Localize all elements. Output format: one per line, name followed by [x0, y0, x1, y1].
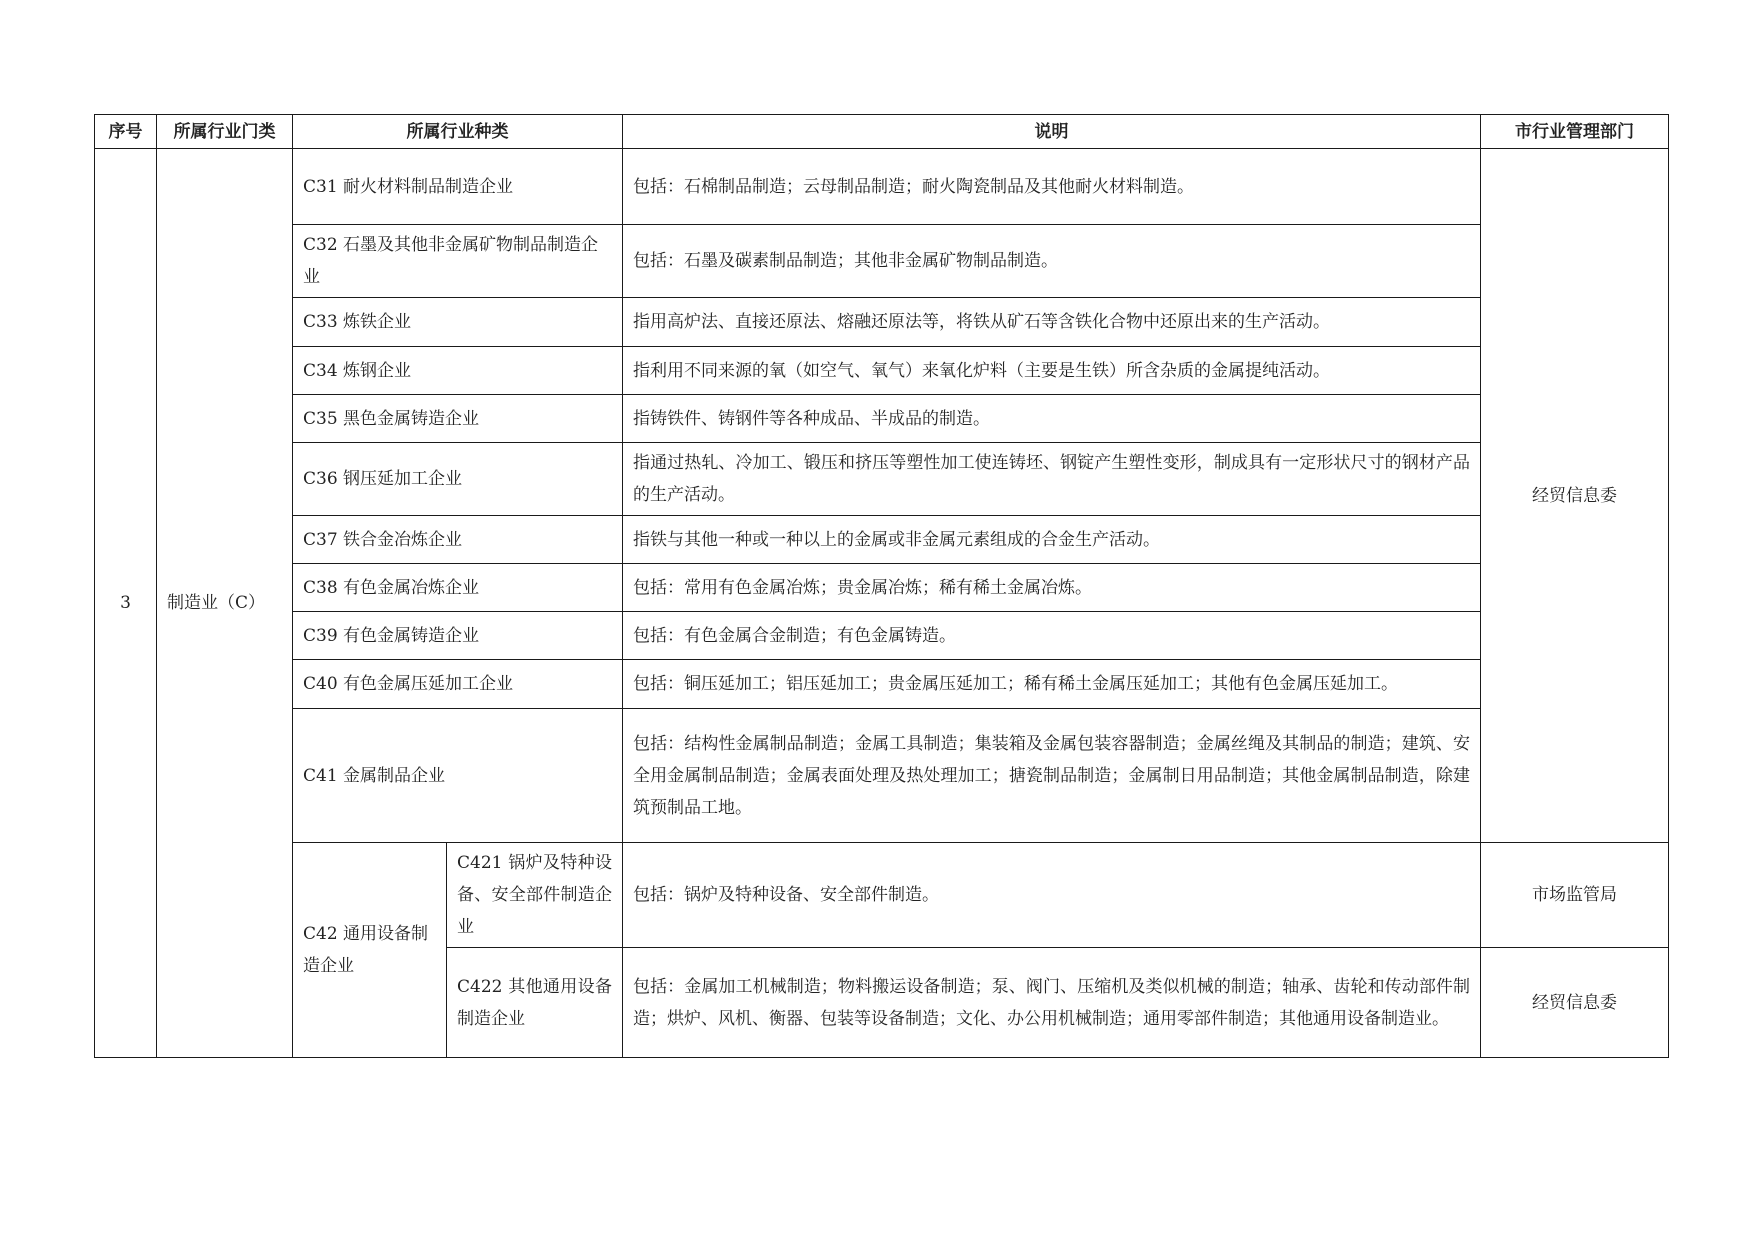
row-desc: 指通过热轧、冷加工、锻压和挤压等塑性加工使连铸坯、钢锭产生塑性变形，制成具有一定形状尺寸的钢材产品的生产活动。: [623, 443, 1481, 516]
sub-desc: 包括：锅炉及特种设备、安全部件制造。: [623, 843, 1481, 948]
industry-table: [94, 114, 1669, 1058]
row-desc: 指铸铁件、铸钢件等各种成品、半成品的制造。: [623, 395, 1481, 443]
row-kind: C31 耐火材料制品制造企业: [293, 149, 623, 225]
table-row: [95, 149, 1669, 225]
sub-kind: C421 锅炉及特种设备、安全部件制造企业: [447, 843, 623, 948]
row-desc: 包括：结构性金属制品制造；金属工具制造；集装箱及金属包装容器制造；金属丝绳及其制品的制造；建筑、安全用金属制品制造；金属表面处理及热处理加工；搪瓷制品制造；金属制日用品制造；其他金属制品制造，除建筑预制品工地。: [623, 709, 1481, 843]
table-row: [95, 709, 1669, 843]
row-kind: C33 炼铁企业: [293, 298, 623, 347]
row-kind: C36 钢压延加工企业: [293, 443, 623, 516]
sub-kind: C422 其他通用设备制造企业: [447, 948, 623, 1058]
row-desc: 指铁与其他一种或一种以上的金属或非金属元素组成的合金生产活动。: [623, 516, 1481, 564]
sub-desc: 包括：金属加工机械制造；物料搬运设备制造；泵、阀门、压缩机及类似机械的制造；轴承、齿轮和传动部件制造；烘炉、风机、衡器、包装等设备制造；文化、办公用机械制造；通用零部件制造；其他通用设备制造业。: [623, 948, 1481, 1058]
dept-main: 经贸信息委: [1481, 149, 1669, 843]
row-kind: C34 炼钢企业: [293, 347, 623, 395]
sub-dept: 经贸信息委: [1481, 948, 1669, 1058]
row-desc: 指利用不同来源的氧（如空气、氧气）来氧化炉料（主要是生铁）所含杂质的金属提纯活动。: [623, 347, 1481, 395]
header-seq: 序号: [95, 115, 157, 149]
group-category: 制造业（C）: [157, 149, 293, 1058]
table-row: [95, 298, 1669, 347]
row-kind: C41 金属制品企业: [293, 709, 623, 843]
header-kind: 所属行业种类: [293, 115, 623, 149]
group-seq: 3: [95, 149, 157, 1058]
table-row: [95, 843, 1669, 948]
table-row: [95, 564, 1669, 612]
row-desc: 包括：石墨及碳素制品制造；其他非金属矿物制品制造。: [623, 225, 1481, 298]
header-desc: 说明: [623, 115, 1481, 149]
table-row: [95, 443, 1669, 516]
table-row: [95, 395, 1669, 443]
header-category: 所属行业门类: [157, 115, 293, 149]
row-desc: 包括：铜压延加工；铝压延加工；贵金属压延加工；稀有稀土金属压延加工；其他有色金属压延加工。: [623, 660, 1481, 709]
row-kind: C39 有色金属铸造企业: [293, 612, 623, 660]
row-desc: 包括：常用有色金属冶炼；贵金属冶炼；稀有稀土金属冶炼。: [623, 564, 1481, 612]
row-desc: 包括：有色金属合金制造；有色金属铸造。: [623, 612, 1481, 660]
row-desc: 指用高炉法、直接还原法、熔融还原法等，将铁从矿石等含铁化合物中还原出来的生产活动。: [623, 298, 1481, 347]
row-kind: C32 石墨及其他非金属矿物制品制造企业: [293, 225, 623, 298]
row-kind: C37 铁合金冶炼企业: [293, 516, 623, 564]
table-row: [95, 347, 1669, 395]
table-row: [95, 225, 1669, 298]
row-kind: C40 有色金属压延加工企业: [293, 660, 623, 709]
row-kind: C38 有色金属冶炼企业: [293, 564, 623, 612]
row-desc: 包括：石棉制品制造；云母制品制造；耐火陶瓷制品及其他耐火材料制造。: [623, 149, 1481, 225]
table-row: [95, 516, 1669, 564]
table-row: [95, 612, 1669, 660]
c42-kind: C42 通用设备制造企业: [293, 843, 447, 1058]
header-dept: 市行业管理部门: [1481, 115, 1669, 149]
header-row: [95, 115, 1669, 149]
sub-dept: 市场监管局: [1481, 843, 1669, 948]
table-row: [95, 660, 1669, 709]
row-kind: C35 黑色金属铸造企业: [293, 395, 623, 443]
